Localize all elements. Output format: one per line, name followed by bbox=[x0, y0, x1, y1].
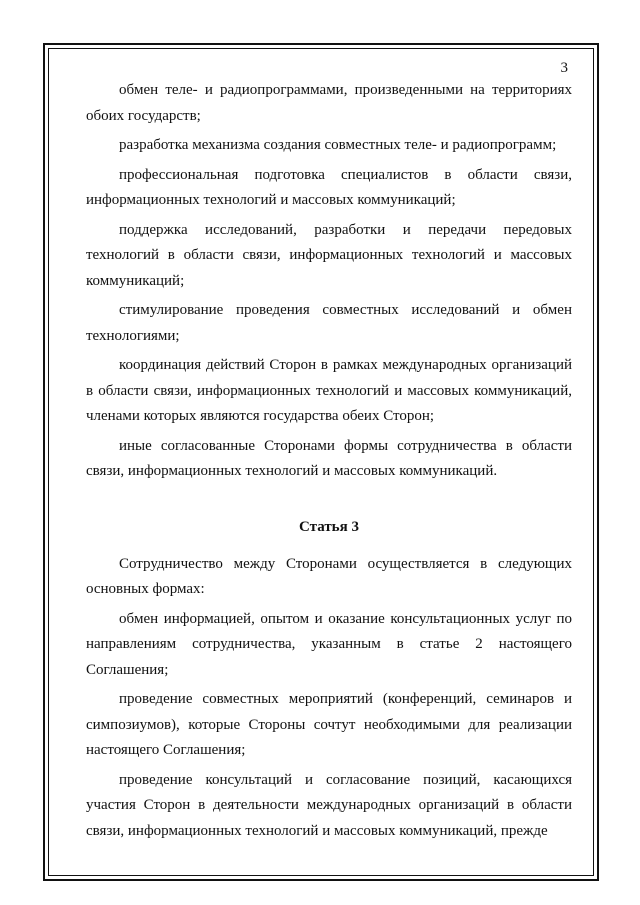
paragraph: стимулирование проведения совместных исследований и обмен технологиями; bbox=[86, 302, 572, 344]
paragraph: поддержка исследований, разработки и передачи передовых технологий в области связи, информационных технологий и массовых коммуникаций; bbox=[86, 221, 572, 289]
paragraph: разработка механизма создания совместных теле- и радиопрограмм; bbox=[119, 137, 557, 153]
document-body bbox=[86, 78, 572, 848]
paragraph: иные согласованные Сторонами формы сотрудничества в области связи, информационных технологий и массовых коммуникаций. bbox=[86, 437, 572, 479]
paragraph: проведение совместных мероприятий (конференций, семинаров и симпозиумов), которые Стороны сочтут необходимыми для реализации настоящего Соглашения; bbox=[86, 691, 572, 758]
page-number: 3 bbox=[560, 60, 568, 76]
paragraph: Сотрудничество между Сторонами осуществляется в следующих основных формах: bbox=[86, 555, 572, 597]
paragraph: проведение консультаций и согласование позиций, касающихся участия Сторон в деятельности международных организаций в области связи, информационных технологий и массовых коммуникаций, прежде bbox=[86, 771, 572, 839]
article-heading: Статья 3 bbox=[299, 518, 359, 535]
paragraph: обмен теле- и радиопрограммами, произведенными на территориях обоих государств; bbox=[86, 82, 572, 124]
paragraph: координация действий Сторон в рамках международных организаций в области связи, информационных технологий и массовых коммуникаций, членами которых являются государства обеих Сторон; bbox=[86, 357, 572, 424]
paragraph: обмен информацией, опытом и оказание консультационных услуг по направлениям сотрудничества, указанным в статье 2 настоящего Соглашения; bbox=[86, 610, 572, 678]
paragraph: профессиональная подготовка специалистов в области связи, информационных технологий и массовых коммуникаций; bbox=[86, 166, 572, 208]
